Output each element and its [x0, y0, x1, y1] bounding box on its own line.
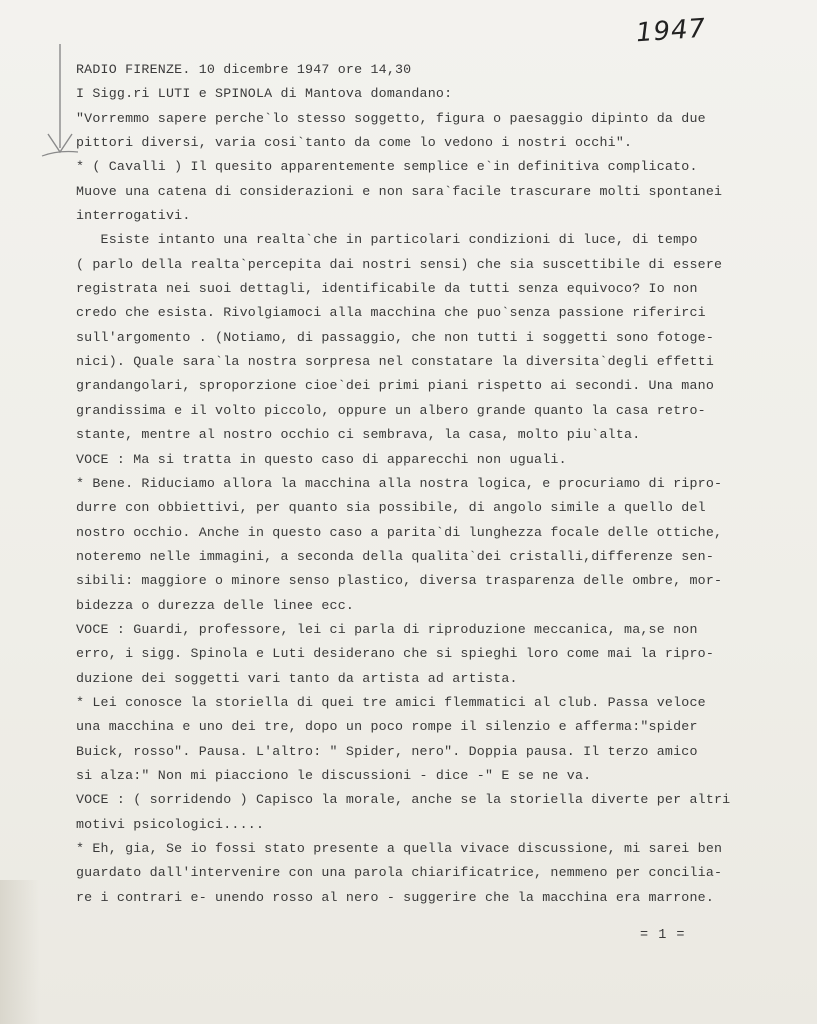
text-line: credo che esista. Rivolgiamoci alla macchina che puo`senza passione riferirci	[76, 305, 706, 321]
text-line: erro, i sigg. Spinola e Luti desiderano che si spieghi loro come mai la ripro-	[76, 646, 714, 662]
text-line: I Sigg.ri LUTI e SPINOLA di Mantova domandano:	[76, 86, 453, 102]
page-number: = 1 =	[640, 928, 686, 943]
text-line: una macchina e uno dei tre, dopo un poco rompe il silenzio e afferma:"spider	[76, 719, 698, 735]
text-line: RADIO FIRENZE. 10 dicembre 1947 ore 14,30	[76, 62, 412, 77]
text-line: * Eh, gia, Se io fossi stato presente a quella vivace discussione, mi sarei ben	[76, 841, 723, 856]
text-line: Esiste intanto una realta`che in particolari condizioni di luce, di tempo	[76, 232, 698, 248]
text-line: * ( Cavalli ) Il quesito apparentemente semplice e`in definitiva complicato.	[76, 159, 698, 175]
handwritten-year-note: 1947	[635, 13, 708, 49]
text-line: durre con obbiettivi, per quanto sia possibile, di angolo simile a quello del	[76, 500, 706, 516]
text-line: grandangolari, sproporzione cioe`dei primi piani rispetto ai secondi. Una mano	[76, 378, 714, 394]
text-line: VOCE : Guardi, professore, lei ci parla di riproduzione meccanica, ma,se non	[76, 621, 698, 637]
text-line: noteremo nelle immagini, a seconda della qualita`dei cristalli,differenze sen-	[76, 548, 714, 564]
text-line: ( parlo della realta`percepita dai nostri sensi) che sia suscettibile di essere	[76, 256, 723, 272]
text-line: bidezza o durezza delle linee ecc.	[76, 597, 355, 613]
text-line: * Lei conosce la storiella di quei tre amici flemmatici al club. Passa veloce	[76, 694, 706, 710]
text-line: VOCE : Ma si tratta in questo caso di apparecchi non uguali.	[76, 451, 567, 467]
text-line: nostro occhio. Anche in questo caso a parita`di lunghezza focale delle ottiche,	[76, 524, 723, 540]
text-line: registrata nei suoi dettagli, identificabile da tutti senza equivoco? Io non	[76, 281, 698, 297]
text-line: si alza:" Non mi piacciono le discussioni - dice -" E se ne va.	[76, 767, 592, 783]
typed-text-body	[76, 58, 811, 910]
text-line: "Vorremmo sapere perche`lo stesso soggetto, figura o paesaggio dipinto da due	[76, 110, 706, 126]
text-line: grandissima e il volto piccolo, oppure un albero grande quanto la casa retro-	[76, 402, 706, 418]
text-line: Buick, rosso". Pausa. L'altro: " Spider, nero". Doppia pausa. Il terzo amico	[76, 743, 698, 759]
handwritten-margin-arrow-icon	[38, 40, 78, 170]
text-line: interrogativi.	[76, 208, 191, 224]
paper-edge-shadow	[0, 880, 40, 1024]
text-line: re i contrari e- unendo rosso al nero - suggerire che la macchina era marrone.	[76, 889, 714, 905]
text-line: VOCE : ( sorridendo ) Capisco la morale, anche se la storiella diverte per altri	[76, 792, 731, 808]
text-line: motivi psicologici.....	[76, 816, 265, 832]
text-line: nici). Quale sara`la nostra sorpresa nel constatare la diversita`degli effetti	[76, 354, 714, 370]
text-line: * Bene. Riduciamo allora la macchina alla nostra logica, e procuriamo di ripro-	[76, 475, 723, 491]
text-line: pittori diversi, varia cosi`tanto da come lo vedono i nostri occhi".	[76, 135, 633, 151]
text-line: sibili: maggiore o minore senso plastico, diversa trasparenza delle ombre, mor-	[76, 573, 723, 589]
text-line: Muove una catena di considerazioni e non sara`facile trascurare molti spontanei	[76, 183, 723, 199]
text-line: guardato dall'intervenire con una parola chiarificatrice, nemmeno per concilia-	[76, 865, 723, 881]
text-line: duzione dei soggetti vari tanto da artista ad artista.	[76, 670, 518, 686]
text-line: sull'argomento . (Notiamo, di passaggio, che non tutti i soggetti sono fotoge-	[76, 329, 714, 345]
text-line: stante, mentre al nostro occhio ci sembrava, la casa, molto piu`alta.	[76, 427, 641, 443]
